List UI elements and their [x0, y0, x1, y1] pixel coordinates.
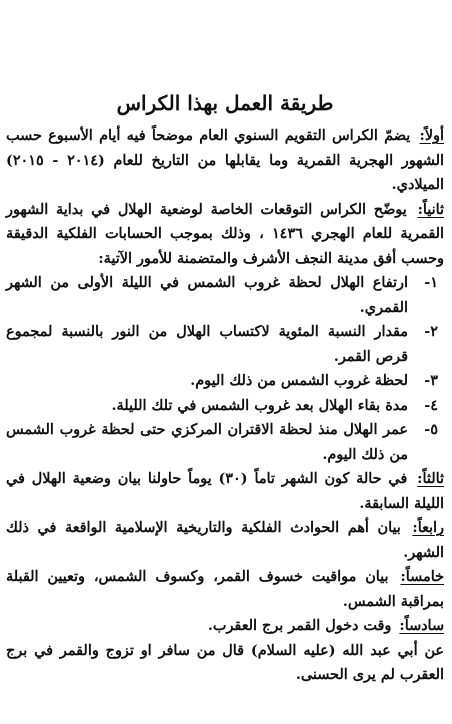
section-sixth [6, 614, 444, 639]
section-text: بيان أهم الحوادث الفلكية والتاريخية الإسلامية الواقعة في ذلك الشهر. [6, 519, 444, 561]
list-item-number: ٤- [424, 396, 438, 414]
section-first [6, 124, 444, 198]
page-title: طريقة العمل بهذا الكراس [116, 91, 334, 115]
list-item-text: ارتفاع الهلال لحظة غروب الشمس في الليلة الأولى من الشهر القمري. [6, 274, 408, 316]
section-fourth [6, 516, 444, 565]
section-third [6, 467, 444, 516]
section-text: بيان مواقيت خسوف القمر، وكسوف الشمس، وتعيين القبلة بمراقبة الشمس. [6, 568, 444, 610]
section-label: رابعاً: [412, 519, 444, 536]
list-item [6, 320, 444, 369]
list-item-number: ٣- [424, 372, 438, 389]
section-label: ثانياً: [417, 200, 444, 218]
section-text: يوضّح الكراس التوقعات الخاصة لوضعية الهلال في بداية الشهور القمرية للعام الهجري ١٤٣٦ ، وذلك بموجب الحسابات الفلكية الدقيقة وحسب أفق مدينة النجف الأشرف والمتضمنة للأمور الآتية: [6, 200, 444, 267]
section-label: خامساً: [400, 568, 444, 585]
section-label: سادساً: [399, 617, 444, 634]
section-text: في حالة كون الشهر تاماً (٣٠) يوماً حاولنا بيان وضعية الهلال في الليلة السابقة. [6, 470, 444, 512]
section-second [6, 198, 444, 272]
section-fifth [6, 565, 444, 614]
list-item-number: ٢- [424, 323, 438, 340]
section-text: يضمّ الكراس التقويم السنوي العام موضحاً فيه أيام الأسبوع حسب الشهور الهجرية القمرية وما يقابلها من التاريخ للعام (٢٠١٤ - ٢٠١٥) الميلادي. [6, 127, 444, 193]
section-text: وقت دخول القمر برج العقرب. [207, 617, 392, 634]
list-item [6, 271, 444, 320]
section-label: ثالثاً: [417, 470, 444, 487]
list-item-text: مدة بقاء الهلال بعد غروب الشمس في تلك الليلة. [111, 396, 408, 414]
list-item-number: ٥- [424, 421, 438, 438]
hadith-quote: عن أبي عبد الله (عليه السلام) قال من سافر او تزوج والقمر في برج العقرب لم يرى الحسنى. [6, 641, 444, 683]
list-item [6, 394, 444, 419]
list-item-text: عمر الهلال منذ لحظة الاقتران المركزي حتى لحظة غروب الشمس من ذلك اليوم. [6, 421, 408, 463]
list-item-number: ١- [424, 274, 438, 291]
list-item [6, 418, 444, 467]
list-item-text: مقدار النسبة المئوية لاكتساب الهلال من النور بالنسبة لمجموع قرص القمر. [6, 323, 408, 365]
list-item-text: لحظة غروب الشمس من ذلك اليوم. [190, 372, 408, 389]
section-label: أولاً: [419, 127, 444, 144]
list-item [6, 369, 444, 394]
